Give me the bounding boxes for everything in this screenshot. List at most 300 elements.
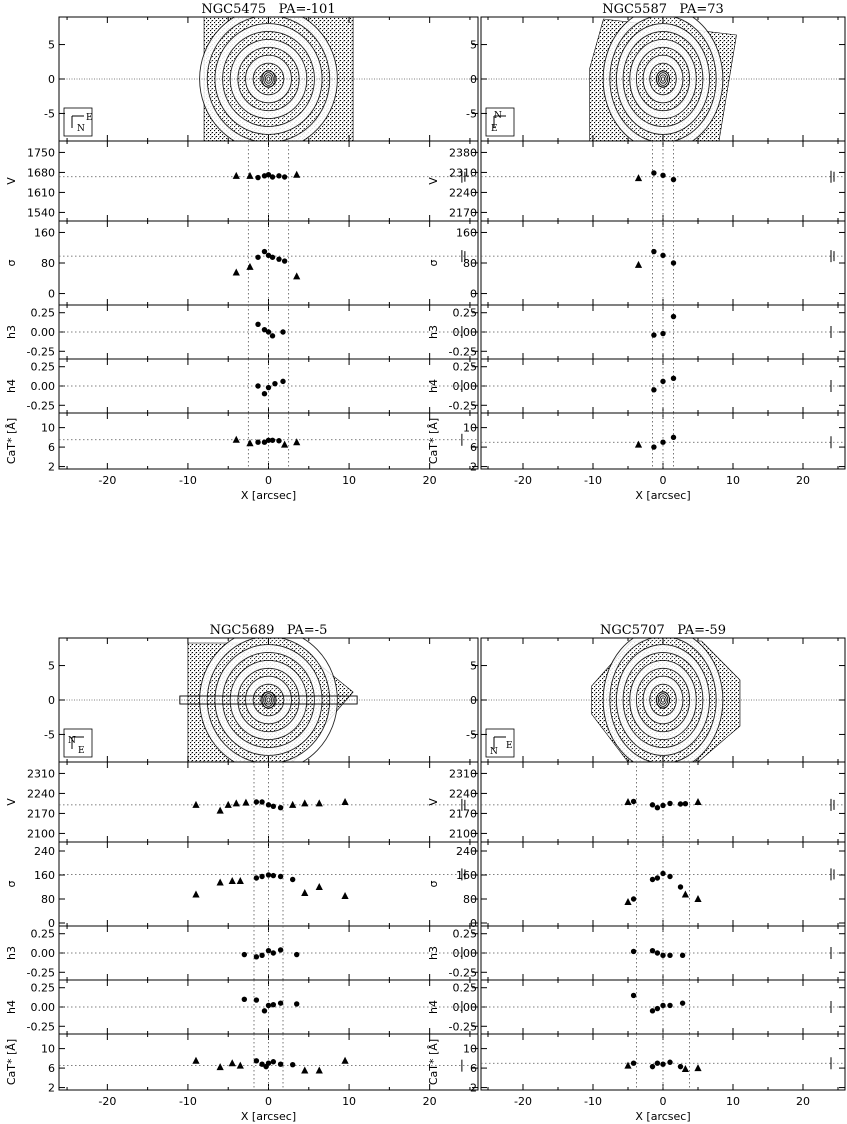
y-tick-label: -5 (44, 107, 55, 121)
x-tick-label: 20 (796, 474, 810, 487)
data-point-circle (255, 255, 260, 260)
data-point-triangle (225, 801, 232, 808)
data-point-circle (660, 331, 665, 336)
y-tick-label: 0 (48, 694, 55, 707)
galaxy-image (59, 8, 478, 151)
data-point-circle (255, 440, 260, 445)
data-point-triangle (293, 272, 300, 279)
subplot-sigma (5, 221, 478, 305)
data-point-circle (631, 799, 636, 804)
y-tick-label: 0.25 (452, 360, 477, 374)
x-tick-label: 20 (422, 474, 437, 487)
y-tick-label: 160 (34, 226, 55, 240)
data-point-circle (271, 804, 276, 809)
y-tick-label: 160 (456, 226, 477, 240)
data-point-triangle (341, 1057, 348, 1064)
subplot-sigma (427, 842, 845, 930)
x-tick-label: 0 (265, 1095, 272, 1108)
y-tick-label: 0.25 (30, 306, 55, 320)
y-tick-label: 6 (470, 1062, 477, 1076)
data-point-circle (259, 874, 264, 879)
data-point-circle (655, 805, 660, 810)
data-point-circle (678, 884, 683, 889)
y-axis-label: V (5, 177, 18, 185)
data-point-triangle (341, 798, 348, 805)
y-axis-label: h4 (5, 379, 18, 393)
data-point-circle (660, 1003, 665, 1008)
data-point-triangle (289, 801, 296, 808)
data-point-triangle (246, 172, 253, 179)
subplot-sigma (427, 221, 845, 305)
y-axis-label: V (427, 798, 440, 806)
data-point-circle (271, 950, 276, 955)
y-tick-label: 2100 (27, 827, 55, 841)
data-point-circle (631, 993, 636, 998)
y-tick-label: 5 (48, 38, 55, 52)
data-point-circle (276, 256, 281, 261)
compass-east-label: E (506, 741, 513, 751)
panel-ngc5707 (427, 623, 845, 1123)
y-tick-label: 10 (41, 421, 55, 435)
x-tick-label: 10 (342, 474, 357, 487)
y-tick-label: 80 (41, 257, 55, 270)
x-tick-label: -20 (514, 474, 532, 487)
data-point-circle (660, 379, 665, 384)
data-point-triangle (694, 895, 701, 902)
data-point-triangle (233, 436, 240, 443)
data-point-triangle (246, 439, 253, 446)
data-point-triangle (293, 438, 300, 445)
data-point-circle (667, 1003, 672, 1008)
data-point-circle (651, 249, 656, 254)
y-tick-label: 0.25 (30, 360, 55, 374)
y-tick-label: -0.25 (26, 1020, 55, 1034)
y-tick-label: 2100 (449, 827, 477, 841)
data-point-circle (650, 1064, 655, 1069)
data-point-circle (242, 952, 247, 957)
data-point-triangle (316, 799, 323, 806)
data-point-circle (280, 329, 285, 334)
y-tick-label: 240 (456, 845, 477, 858)
data-point-triangle (624, 798, 631, 805)
y-tick-label: 2170 (449, 807, 477, 821)
y-tick-label: 1540 (27, 206, 55, 220)
data-point-circle (242, 997, 247, 1002)
compass-east-label: E (491, 124, 498, 134)
data-point-circle (678, 801, 683, 806)
data-point-circle (262, 391, 267, 396)
data-point-triangle (316, 883, 323, 890)
data-point-circle (655, 875, 660, 880)
y-axis-label: h3 (427, 325, 440, 339)
y-tick-label: 0.00 (452, 326, 477, 339)
data-point-circle (650, 877, 655, 882)
y-tick-label: 5 (470, 659, 477, 673)
data-point-circle (259, 953, 264, 958)
data-point-circle (254, 954, 259, 959)
subplot-h4 (5, 359, 478, 413)
subplot-V (427, 762, 845, 842)
subplot-h3 (427, 305, 845, 359)
data-point-circle (278, 1061, 283, 1066)
subplot-image (466, 629, 845, 772)
x-axis-label: X [arcsec] (635, 489, 691, 502)
y-tick-label: -5 (466, 107, 477, 121)
data-point-triangle (301, 799, 308, 806)
data-point-circle (271, 1002, 276, 1007)
x-tick-label: -20 (98, 1095, 117, 1108)
data-point-circle (655, 1061, 660, 1066)
subplot-cat (5, 1034, 478, 1095)
data-point-circle (255, 383, 260, 388)
data-point-circle (650, 1008, 655, 1013)
compass-north-label: N (68, 736, 76, 746)
data-point-circle (290, 877, 295, 882)
subplot-V (5, 141, 478, 221)
y-tick-label: 0 (470, 917, 477, 930)
subplot-V (5, 762, 478, 842)
data-point-circle (667, 953, 672, 958)
data-point-circle (660, 440, 665, 445)
data-point-circle (631, 1061, 636, 1066)
subplot-image (44, 629, 478, 772)
data-point-triangle (682, 891, 689, 898)
data-point-circle (680, 953, 685, 958)
y-tick-label: 2380 (449, 146, 477, 160)
y-axis-label: CaT* [Å] (427, 1038, 440, 1086)
subplot-h3 (5, 305, 478, 359)
x-tick-label: 20 (796, 1095, 810, 1108)
y-tick-label: -0.25 (26, 399, 55, 413)
data-point-circle (671, 177, 676, 182)
y-tick-label: 0.00 (30, 380, 55, 393)
y-tick-label: 0.00 (452, 1001, 477, 1014)
data-point-circle (660, 871, 665, 876)
data-point-circle (683, 801, 688, 806)
compass-east-label: E (78, 746, 85, 756)
data-point-triangle (624, 1062, 631, 1069)
y-tick-label: 2 (470, 1081, 477, 1095)
y-tick-label: 0.00 (452, 380, 477, 393)
y-axis-label: CaT* [Å] (5, 417, 18, 465)
data-point-circle (278, 805, 283, 810)
y-tick-label: -0.25 (448, 1020, 477, 1034)
panel-ngc5475 (5, 2, 478, 502)
y-tick-label: 6 (48, 1062, 55, 1076)
y-tick-label: 6 (48, 441, 55, 455)
subplot-cat (427, 1034, 845, 1095)
subplot-image (44, 8, 478, 151)
x-tick-label: 20 (422, 1095, 437, 1108)
data-point-circle (651, 170, 656, 175)
y-tick-label: 0.25 (452, 927, 477, 941)
data-point-triangle (233, 799, 240, 806)
x-tick-label: 10 (342, 1095, 357, 1108)
data-point-circle (651, 444, 656, 449)
data-point-triangle (233, 269, 240, 276)
data-point-triangle (341, 892, 348, 899)
subplot-V (427, 141, 845, 221)
data-point-triangle (229, 877, 236, 884)
subplot-h3 (427, 926, 845, 980)
y-tick-label: 0.00 (30, 326, 55, 339)
data-point-circle (254, 799, 259, 804)
x-axis-label: X [arcsec] (240, 1110, 297, 1123)
compass-rose (486, 108, 514, 136)
y-tick-label: 2240 (449, 186, 477, 200)
data-point-circle (266, 385, 271, 390)
data-point-circle (271, 1059, 276, 1064)
data-point-triangle (192, 891, 199, 898)
data-point-circle (262, 1008, 267, 1013)
y-tick-label: 2 (470, 460, 477, 474)
data-point-triangle (246, 263, 253, 270)
data-point-triangle (192, 1057, 199, 1064)
data-point-circle (660, 253, 665, 258)
x-tick-label: 0 (659, 474, 667, 487)
y-axis-label: σ (5, 259, 18, 267)
galaxy-image (59, 629, 478, 772)
data-point-circle (278, 1000, 283, 1005)
y-tick-label: -0.25 (26, 345, 55, 359)
data-point-circle (660, 173, 665, 178)
subplot-h4 (5, 980, 478, 1034)
data-point-circle (294, 1001, 299, 1006)
data-point-triangle (316, 1067, 323, 1074)
x-tick-label: -10 (178, 474, 197, 487)
x-tick-label: -20 (514, 1095, 532, 1108)
panel-title: NGC5475 PA=-101 (201, 2, 336, 17)
data-point-circle (266, 1003, 271, 1008)
y-tick-label: 0 (470, 73, 477, 86)
data-point-circle (262, 249, 267, 254)
y-tick-label: 0.25 (452, 306, 477, 320)
y-tick-label: 160 (456, 869, 477, 882)
isophote-contour (261, 692, 276, 708)
x-tick-label: -10 (584, 1095, 602, 1108)
data-point-circle (271, 873, 276, 878)
data-point-triangle (192, 801, 199, 808)
y-axis-label: σ (427, 259, 440, 267)
y-tick-label: 80 (463, 257, 477, 270)
data-point-triangle (624, 898, 631, 905)
data-point-circle (254, 1058, 259, 1063)
data-point-circle (650, 802, 655, 807)
y-tick-label: -0.25 (448, 345, 477, 359)
x-axis-label: X [arcsec] (635, 1110, 691, 1123)
y-tick-label: 5 (470, 38, 477, 52)
y-axis-label: h3 (5, 325, 18, 339)
data-point-triangle (217, 1063, 224, 1070)
y-tick-label: 0.00 (452, 947, 477, 960)
y-axis-label: h3 (427, 946, 440, 960)
x-tick-label: -10 (584, 474, 602, 487)
data-point-circle (680, 1000, 685, 1005)
subplot-cat (5, 413, 478, 474)
y-tick-label: 0 (48, 917, 55, 930)
data-point-triangle (281, 441, 288, 448)
data-point-triangle (694, 798, 701, 805)
subplot-h3 (5, 926, 478, 980)
data-point-circle (294, 952, 299, 957)
y-tick-label: -5 (466, 728, 477, 742)
y-tick-label: 0.25 (30, 981, 55, 995)
data-point-circle (255, 322, 260, 327)
subplot-cat (427, 413, 845, 474)
compass-east-label: E (86, 113, 93, 123)
data-point-triangle (237, 1062, 244, 1069)
y-axis-label: CaT* [Å] (5, 1038, 18, 1086)
x-tick-label: -20 (98, 474, 117, 487)
y-tick-label: 2170 (27, 807, 55, 821)
data-point-circle (254, 875, 259, 880)
x-tick-label: 10 (726, 474, 740, 487)
panel-ngc5587 (427, 2, 845, 502)
data-point-circle (278, 874, 283, 879)
data-point-triangle (237, 877, 244, 884)
data-point-circle (255, 175, 260, 180)
panel-title: NGC5587 PA=73 (602, 2, 724, 17)
data-point-circle (667, 801, 672, 806)
data-point-circle (671, 314, 676, 319)
y-axis-label: V (427, 177, 440, 185)
data-point-circle (282, 174, 287, 179)
subplot-image (466, 8, 845, 151)
data-point-circle (266, 948, 271, 953)
y-axis-label: V (5, 798, 18, 806)
y-tick-label: 10 (41, 1042, 55, 1056)
x-axis-label: X [arcsec] (240, 489, 297, 502)
y-tick-label: 0 (48, 287, 55, 301)
y-tick-label: 0.00 (30, 1001, 55, 1014)
data-point-circle (655, 1006, 660, 1011)
data-point-triangle (301, 889, 308, 896)
compass-north-label: N (494, 111, 502, 121)
data-point-circle (266, 802, 271, 807)
y-tick-label: 2 (48, 460, 55, 474)
y-tick-label: -5 (44, 728, 55, 742)
data-point-circle (667, 874, 672, 879)
data-point-circle (651, 387, 656, 392)
y-tick-label: 0.25 (452, 981, 477, 995)
data-point-circle (671, 260, 676, 265)
data-point-triangle (233, 172, 240, 179)
y-tick-label: 0.00 (30, 947, 55, 960)
data-point-circle (266, 329, 271, 334)
data-point-circle (266, 872, 271, 877)
y-tick-label: 0 (48, 73, 55, 86)
y-tick-label: 160 (34, 869, 55, 882)
panel-ngc5689 (5, 623, 478, 1123)
data-point-circle (272, 381, 277, 386)
x-tick-label: -10 (178, 1095, 197, 1108)
data-point-circle (276, 438, 281, 443)
data-point-circle (270, 438, 275, 443)
y-tick-label: 240 (34, 845, 55, 858)
y-tick-label: 0 (470, 287, 477, 301)
y-tick-label: 2240 (27, 787, 55, 801)
y-tick-label: 0.25 (30, 927, 55, 941)
y-axis-label: σ (5, 880, 18, 888)
data-point-circle (254, 997, 259, 1002)
compass-rose (64, 729, 92, 757)
y-tick-label: -0.25 (26, 966, 55, 980)
data-point-circle (660, 803, 665, 808)
y-tick-label: 80 (41, 893, 55, 906)
y-tick-label: 2170 (449, 206, 477, 220)
x-tick-label: 0 (265, 474, 272, 487)
x-tick-label: 0 (659, 1095, 667, 1108)
data-point-triangle (217, 879, 224, 886)
compass-north-label: N (490, 747, 498, 757)
subplot-h4 (427, 980, 845, 1034)
y-tick-label: 2310 (27, 767, 55, 781)
data-point-circle (282, 258, 287, 263)
y-tick-label: 0 (470, 694, 477, 707)
data-point-circle (655, 950, 660, 955)
y-axis-label: h3 (5, 946, 18, 960)
data-point-circle (290, 1062, 295, 1067)
data-point-triangle (635, 174, 642, 181)
y-tick-label: -0.25 (448, 966, 477, 980)
data-point-circle (660, 1061, 665, 1066)
data-point-circle (631, 949, 636, 954)
y-axis-label: h4 (427, 379, 440, 393)
data-point-circle (259, 799, 264, 804)
data-point-circle (276, 173, 281, 178)
data-point-circle (270, 255, 275, 260)
data-point-circle (631, 896, 636, 901)
y-tick-label: 5 (48, 659, 55, 673)
y-axis-label: CaT* [Å] (427, 417, 440, 465)
y-axis-label: σ (427, 880, 440, 888)
data-point-circle (270, 333, 275, 338)
y-tick-label: -0.25 (448, 399, 477, 413)
y-axis-label: h4 (427, 1000, 440, 1014)
data-point-triangle (229, 1059, 236, 1066)
data-point-circle (278, 947, 283, 952)
y-tick-label: 6 (470, 441, 477, 455)
data-point-circle (270, 174, 275, 179)
data-point-triangle (635, 441, 642, 448)
data-point-circle (671, 435, 676, 440)
galaxy-image (481, 8, 845, 151)
y-tick-label: 1610 (27, 186, 55, 200)
y-axis-label: h4 (5, 1000, 18, 1014)
galaxy-image (481, 629, 845, 772)
data-point-triangle (301, 1067, 308, 1074)
data-point-circle (667, 1060, 672, 1065)
data-point-circle (678, 1064, 683, 1069)
y-tick-label: 1750 (27, 146, 55, 160)
panel-title: NGC5707 PA=-59 (600, 623, 726, 638)
y-tick-label: 2310 (449, 767, 477, 781)
subplot-h4 (427, 359, 845, 413)
y-tick-label: 2240 (449, 787, 477, 801)
data-point-circle (266, 1061, 271, 1066)
y-tick-label: 80 (463, 893, 477, 906)
panel-title: NGC5689 PA=-5 (209, 623, 328, 638)
y-tick-label: 10 (463, 1042, 477, 1056)
data-point-triangle (694, 1064, 701, 1071)
isophote-contour (261, 71, 276, 87)
data-point-triangle (635, 261, 642, 268)
data-point-circle (650, 948, 655, 953)
compass-rose (64, 108, 93, 136)
data-point-circle (280, 379, 285, 384)
data-point-triangle (293, 171, 300, 178)
data-point-circle (671, 376, 676, 381)
